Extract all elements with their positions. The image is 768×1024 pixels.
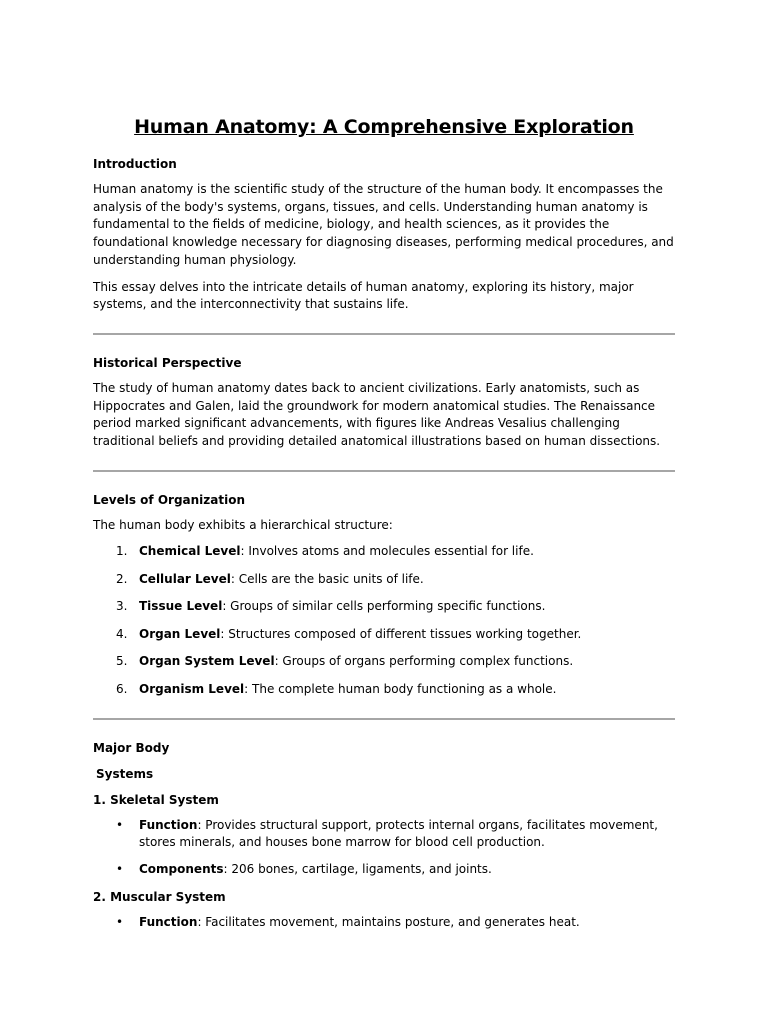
muscular-system-heading: 2. Muscular System: [93, 889, 226, 904]
document-title: Human Anatomy: A Comprehensive Exploration: [134, 116, 634, 138]
document-page: [93, 114, 675, 940]
list-description: : 206 bones, cartilage, ligaments, and joints.: [223, 862, 492, 877]
list-number: 1.: [116, 544, 128, 559]
bullet-icon: •: [116, 914, 124, 929]
list-term: Function: [139, 914, 198, 929]
list-item: [93, 681, 675, 699]
list-number: 4.: [116, 626, 128, 641]
skeletal-system-list: [93, 817, 675, 879]
list-term: Tissue Level: [139, 599, 223, 614]
list-number: 3.: [116, 599, 128, 614]
history-heading: Historical Perspective: [93, 355, 242, 370]
list-description: : Groups of similar cells performing specific functions.: [222, 599, 546, 614]
list-term: Cellular Level: [139, 571, 231, 586]
section-divider: [93, 470, 675, 472]
list-item: [93, 626, 675, 644]
bullet-icon: •: [116, 817, 124, 832]
skeletal-system-heading: 1. Skeletal System: [93, 792, 219, 807]
list-description: : Provides structural support, protects internal organs, facilitates movement, stores minerals, and houses bone marrow for blood cell production.: [139, 817, 658, 850]
list-description: : Cells are the basic units of life.: [230, 571, 424, 586]
list-item: [93, 598, 675, 616]
list-term: Chemical Level: [139, 544, 241, 559]
list-item: [93, 571, 675, 589]
introduction-paragraph-1: Human anatomy is the scientific study of the structure of the human body. It encompasses the analysis of the body's systems, organs, tissues, and cells. Understanding human anatomy is fundamental to the fields of medicine, biology, and health sciences, as it provides the foundational knowledge necessary for diagnosing diseases, performing medical procedures, and understanding human physiology.: [93, 182, 674, 267]
list-item: [93, 861, 675, 879]
list-description: : Facilitates movement, maintains posture, and generates heat.: [197, 914, 580, 929]
levels-list: [93, 543, 675, 698]
list-term: Organ Level: [139, 626, 221, 641]
list-number: 6.: [116, 681, 128, 696]
list-term: Function: [139, 817, 198, 832]
history-paragraph: The study of human anatomy dates back to ancient civilizations. Early anatomists, such as Hippocrates and Galen, laid the groundwork for modern anatomical studies. The Renaissance period marked significant advancements, with figures like Andreas Vesalius challenging traditional beliefs and providing detailed anatomical illustrations based on human dissections.: [93, 380, 661, 449]
list-term: Organ System Level: [139, 654, 275, 669]
systems-section: [93, 739, 675, 932]
list-item: [93, 914, 675, 932]
list-term: Organism Level: [139, 681, 245, 696]
section-divider: [93, 333, 675, 335]
list-item: [93, 817, 675, 852]
list-number: 2.: [116, 571, 128, 586]
systems-heading-line-2: Systems: [96, 766, 154, 781]
history-section: [93, 354, 675, 451]
muscular-system-list: [93, 914, 675, 932]
levels-heading: Levels of Organization: [93, 492, 246, 507]
list-term: Components: [139, 862, 224, 877]
levels-intro: The human body exhibits a hierarchical structure:: [93, 517, 393, 532]
bullet-icon: •: [116, 862, 124, 877]
list-item: [93, 543, 675, 561]
levels-section: [93, 491, 675, 699]
list-description: : The complete human body functioning as a whole.: [244, 681, 557, 696]
list-number: 5.: [116, 654, 128, 669]
introduction-heading: Introduction: [93, 157, 177, 171]
introduction-paragraph-2: This essay delves into the intricate details of human anatomy, exploring its history, major systems, and the interconnectivity that sustains life.: [93, 279, 634, 312]
systems-heading-line-1: Major Body: [93, 740, 170, 755]
list-description: : Structures composed of different tissues working together.: [220, 626, 582, 641]
list-description: : Groups of organs performing complex functions.: [274, 654, 574, 669]
section-divider: [93, 718, 675, 720]
list-item: [93, 653, 675, 671]
list-description: : Involves atoms and molecules essential for life.: [240, 544, 534, 559]
introduction-section: [93, 155, 675, 314]
